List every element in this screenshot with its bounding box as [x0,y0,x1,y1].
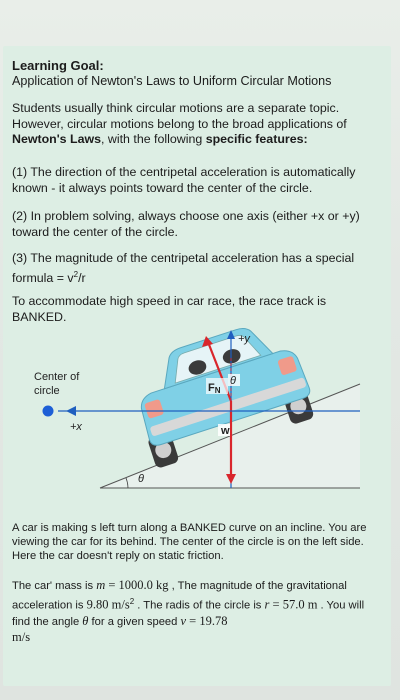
intro-line-1: Students usually think circular motions are a separate topic. [12,101,340,115]
bottom-theta-label: θ [138,473,144,485]
speed-unit: m/s [12,629,31,644]
learning-goal-subtitle: Application of Newton's Laws to Uniform Circular Motions [12,74,332,88]
x-axis-arrowhead [66,406,76,416]
radius-value: = 57.0 m [269,597,318,612]
point-1: (1) The direction of the centripetal acceleration is automatically known - it always points toward the center of the circle. [12,165,356,195]
speed-value: = 19.78 [186,613,228,628]
plus-y-label: +y [238,333,250,345]
speed-mid: for a given speed [88,615,181,628]
mass-mid: , The magnitude of the gravitational acceleration is [12,580,347,612]
problem-values [12,578,374,646]
point-3-text: (3) The magnitude of the centripetal acceleration has a special formula = v [12,251,355,285]
intro-bold-newtons-laws: Newton's Laws [12,132,102,146]
point-2: (2) In problem solving, always choose one axis (either +x or +y) toward the center of the circle. [12,209,360,239]
center-label-line1: Center of [34,371,80,383]
theta-symbol: θ [82,613,89,628]
radius-pre: . The radis of the circle is [134,599,265,612]
fn-theta-label: θ [230,375,236,387]
intro-line-2: However, circular motions belong to the broad applications of [12,116,347,131]
fn-subscript: N [214,386,221,395]
intro-paragraph [12,101,374,148]
problem-description: A car is making s left turn along a BANKED curve on an incline. You are viewing the car for its behind. The center of the circle is on the left side. Here the car doesn't reply on static friction. [12,522,367,563]
gravity-sup: 2 [129,597,135,606]
fn-letter: F [208,382,215,394]
gravity-value: 9.80 m/s [86,597,130,612]
radius-symbol: r [264,597,270,612]
plus-x-label: +x [70,421,82,433]
mass-pre: The car' mass is [12,580,97,592]
learning-goal-title: Learning Goal: [12,58,104,73]
mass-value: = 1000.0 kg [105,578,169,592]
intro-mid: , with the following [101,132,206,146]
speed-pre: . You will find the angle [12,599,365,628]
intro-bold-features: specific features: [205,132,308,146]
banked-paragraph: To accommodate high speed in car race, the race track is BANKED. [12,294,327,324]
point-3-post: /r [78,270,86,285]
center-of-circle-dot [43,406,54,417]
speed-symbol: v [180,613,187,628]
point-3-sup: 2 [73,269,79,279]
mass-symbol: m [96,578,106,592]
weight-label: w [221,425,230,437]
center-label-line2: circle [34,385,60,397]
point-3 [12,251,374,286]
banked-car-figure [30,328,370,490]
